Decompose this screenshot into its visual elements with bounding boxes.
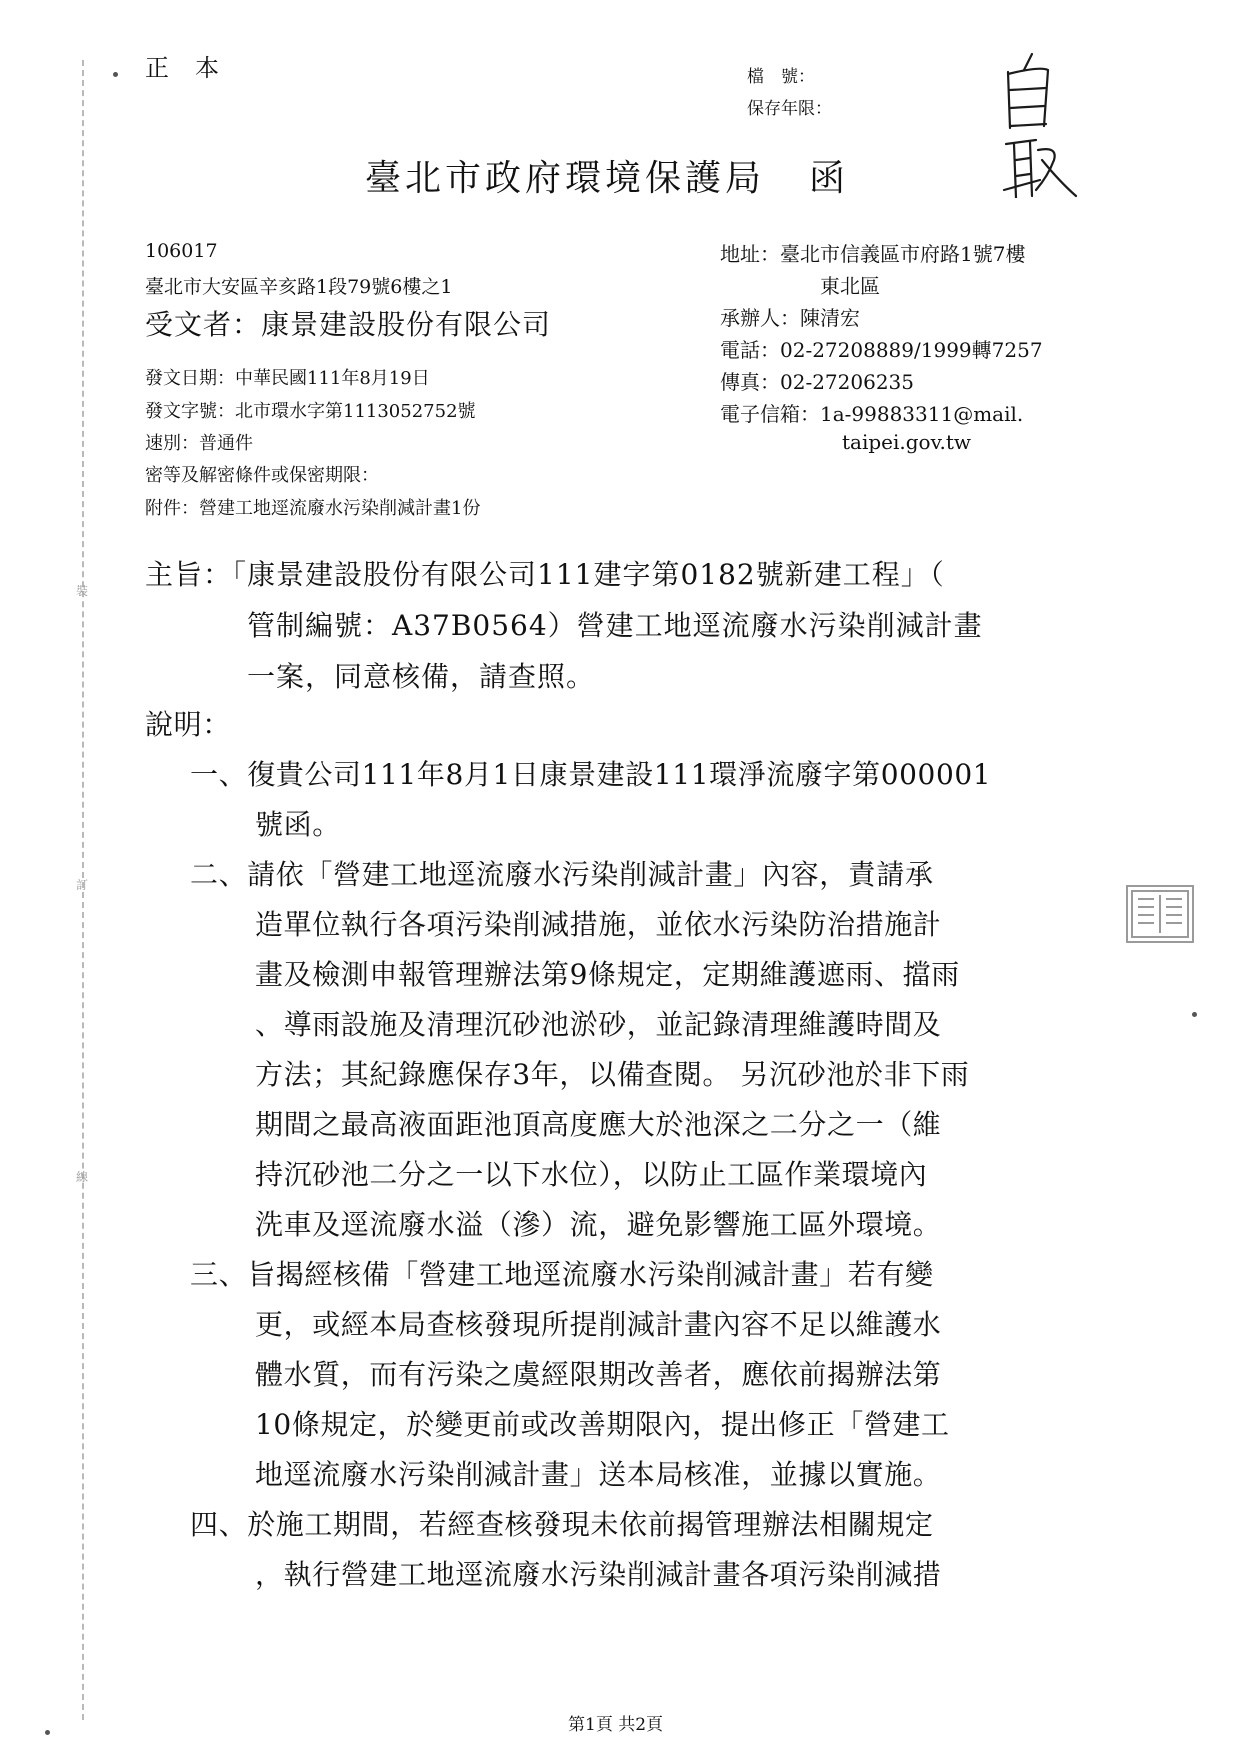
sender-handler: 承辦人：陳清宏 [720,306,860,330]
binding-mark-staple: 訂 [76,878,89,892]
paragraph-line: 持沉砂池二分之一以下水位），以防止工區作業環境內 [255,1158,928,1191]
subject-line: 主旨：「康景建設股份有限公司111建字第0182號新建工程」（ [145,558,945,591]
paragraph-line: 更，或經本局查核發現所提削減計畫內容不足以維護水 [255,1308,942,1341]
document-title [365,150,849,201]
scan-speck [113,72,118,77]
priority: 速別：普通件 [145,433,253,454]
recipient-postcode: 106017 [145,240,218,262]
retention-period-label: 保存年限： [747,99,832,119]
binding-mark-bind: 裝 [76,584,89,598]
sender-phone: 電話：02-27208889/1999轉7257 [720,338,1043,362]
paragraph-line: 方法；其紀錄應保存3年，以備查閱。 另沉砂池於非下雨 [255,1058,970,1091]
attachment: 附件：營建工地逕流廢水污染削減計畫1份 [145,498,481,519]
sender-address-area: 東北區 [820,274,880,298]
paragraph-line: 四、於施工期間，若經查核發現未依前揭管理辦法相關規定 [190,1508,934,1541]
recipient-address: 臺北市大安區辛亥路1段79號6樓之1 [145,276,453,298]
paragraph-line: 期間之最高液面距池頂高度應大於池深之二分之一（維 [255,1108,942,1141]
paragraph-line: 畫及檢測申報管理辦法第9條規定，定期維護遮雨、擋雨 [255,958,960,991]
agency-name: 臺北市政府環境保護局 [365,158,766,199]
paragraph-line: 洗車及逕流廢水溢（滲）流，避免影響施工區外環境。 [255,1208,942,1241]
subject-line: 管制編號：A37B0564）營建工地逕流廢水污染削減計畫 [247,609,983,642]
page-number: 第1頁 共2頁 [568,1715,664,1735]
scan-speck [45,1730,50,1735]
paragraph-line: 一、復貴公司111年8月1日康景建設111環淨流廢字第000001 [190,758,992,791]
paragraph-line: 、導雨設施及清理沉砂池淤砂，並記錄清理維護時間及 [255,1008,942,1041]
scan-speck [1192,1012,1197,1017]
sender-address: 地址：臺北市信義區市府路1號7樓 [720,242,1026,266]
secrecy-level: 密等及解密條件或保密期限： [145,465,379,486]
explanation-label: 說明： [145,708,231,741]
paragraph-line: 10條規定，於變更前或改善期限內，提出修正「營建工 [255,1408,950,1441]
file-number-label: 檔 號： [747,67,815,87]
subject-line: 一案，同意核備，請查照。 [247,660,596,693]
paragraph-line: 地逕流廢水污染削減計畫」送本局核准，並據以實施。 [255,1458,942,1491]
paragraph-line: 二、請依「營建工地逕流廢水污染削減計畫」內容，責請承 [190,858,934,891]
handwritten-note [1000,48,1080,198]
document-type: 函 [809,158,850,199]
paragraph-line: 號函。 [255,808,341,841]
recipient-name: 受文者：康景建設股份有限公司 [145,308,552,341]
copy-mark: 正本 [145,54,245,82]
issue-date: 發文日期：中華民國111年8月19日 [145,368,430,389]
sender-fax: 傳真：02-27206235 [720,370,915,394]
paragraph-line: 造單位執行各項污染削減措施，並依水污染防治措施計 [255,908,942,941]
paragraph-line: 體水質，而有污染之虞經限期改善者，應依前揭辦法第 [255,1358,942,1391]
paragraph-line: 三、旨揭經核備「營建工地逕流廢水污染削減計畫」若有變 [190,1258,934,1291]
sender-email: 電子信箱：1a-99883311@mail. [720,402,1024,426]
binding-mark-line: 線 [76,1170,89,1184]
sender-email-domain: taipei.gov.tw [842,430,972,454]
seal-stamp-icon [1124,883,1196,945]
paragraph-line: ，執行營建工地逕流廢水污染削減計畫各項污染削減措 [255,1558,942,1591]
document-number: 發文字號：北市環水字第1113052752號 [145,401,476,422]
